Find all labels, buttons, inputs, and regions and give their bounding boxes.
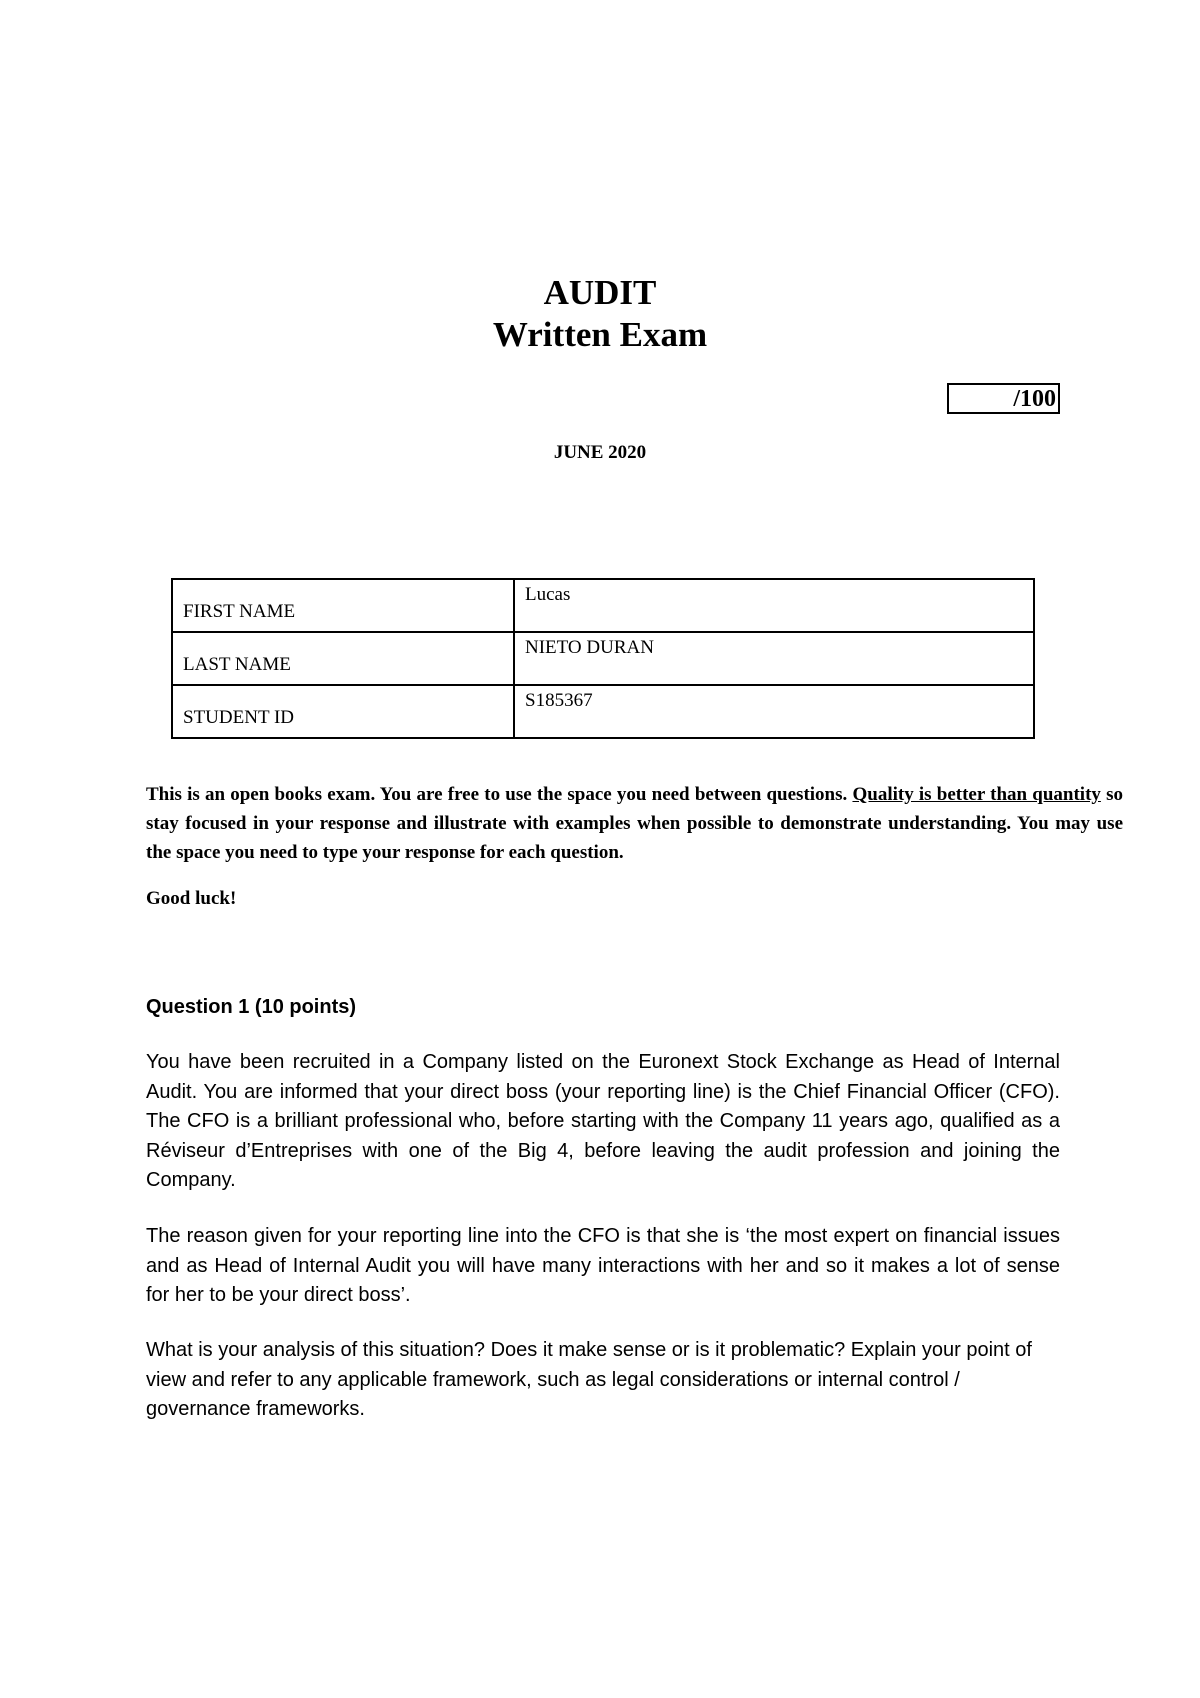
- question-1-paragraph-2: The reason given for your reporting line into the CFO is that she is ‘the most expert on financial issues and as Head of Internal Audit you will have many interactions with her and so it makes a lot of sense for her to be your direct boss’.: [146, 1225, 1060, 1306]
- student-id-label: STUDENT ID: [172, 685, 514, 738]
- instructions-text-2: so stay focused in your response and illustrate with examples when possible to demonstrate understanding. You may use the space you need to type your response for each question.: [146, 784, 1123, 863]
- exam-instructions: [146, 780, 1123, 867]
- student-info-table: [171, 578, 1035, 739]
- question-1-paragraph-1: You have been recruited in a Company listed on the Euronext Stock Exchange as Head of Internal Audit. You are informed that your direct boss (your reporting line) is the Chief Financial Officer (CFO). The CFO is a brilliant professional who, before starting with the Company 11 years ago, qualified as a Réviseur d’Entreprises with one of the Big 4, before leaving the audit profession and joining the Company.: [146, 1051, 1060, 1191]
- first-name-label: FIRST NAME: [172, 579, 514, 632]
- exam-date: JUNE 2020: [553, 442, 647, 463]
- good-luck-text: Good luck!: [146, 888, 237, 909]
- last-name-label: LAST NAME: [172, 632, 514, 685]
- last-name-value[interactable]: NIETO DURAN: [514, 632, 1034, 685]
- instructions-underlined-text: Quality is better than quantity: [852, 784, 1101, 805]
- exam-title: AUDIT: [543, 273, 657, 312]
- exam-subtitle: Written Exam: [492, 315, 708, 354]
- question-1-paragraph-3: What is your analysis of this situation? Does it make sense or is it problematic? Explain your point of view and refer to any applicable framework, such as legal considerations or internal control / governance frameworks.: [146, 1339, 1032, 1420]
- instructions-text-1: This is an open books exam. You are free to use the space you need between questions.: [146, 784, 853, 805]
- question-1-heading: Question 1 (10 points): [146, 996, 357, 1018]
- score-box: /100: [947, 383, 1060, 414]
- student-id-value[interactable]: S185367: [514, 685, 1034, 738]
- first-name-value[interactable]: Lucas: [514, 579, 1034, 632]
- table-row: [172, 632, 1034, 685]
- table-row: [172, 685, 1034, 738]
- table-row: [172, 579, 1034, 632]
